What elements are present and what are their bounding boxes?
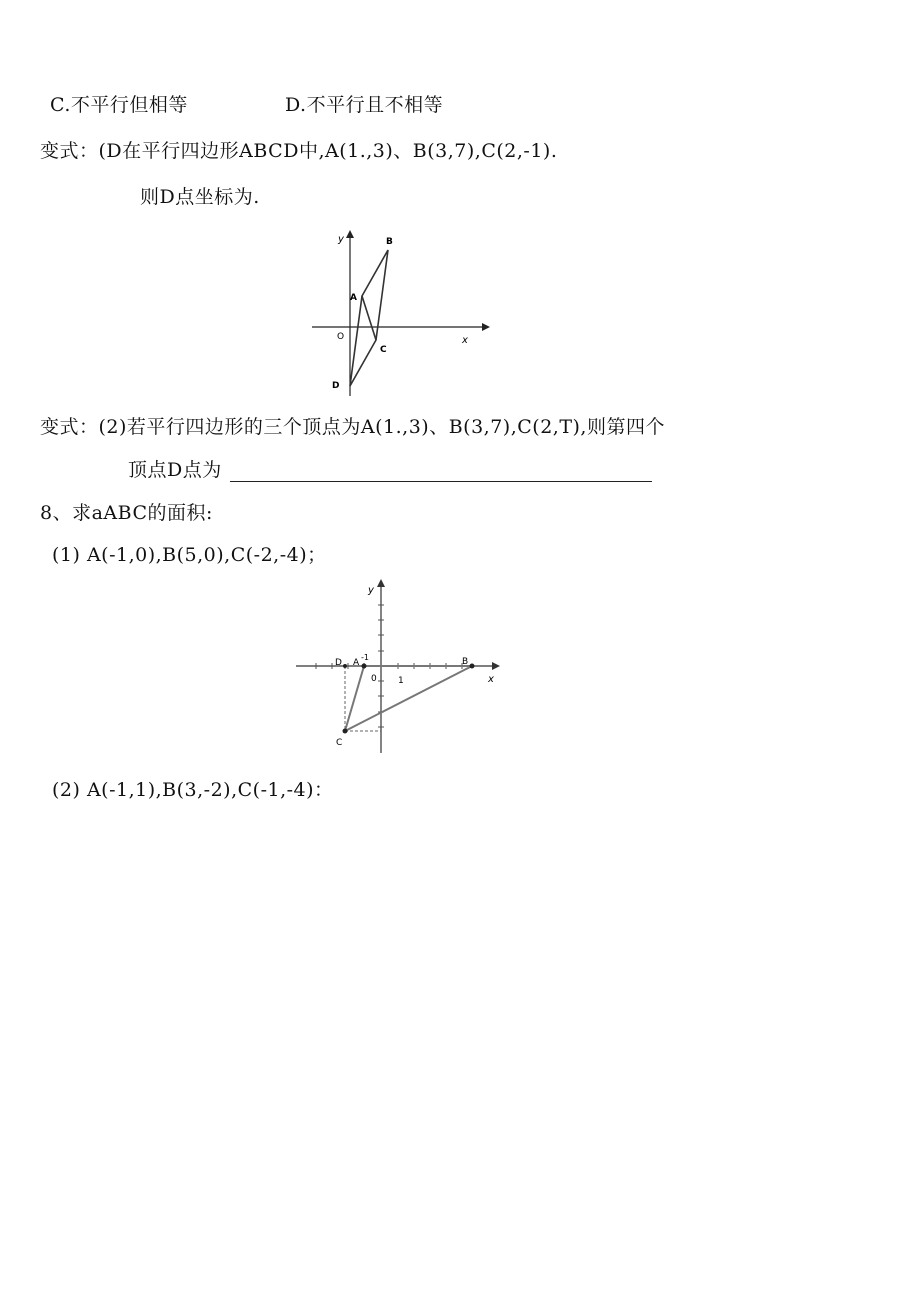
- point-d-label: D: [335, 658, 342, 668]
- point-c-label: C: [336, 738, 343, 748]
- variant2-text: 变式：(2)若平行四边形的三个顶点为A(1.,3)、B(3,7),C(2,T),则第四个: [40, 416, 665, 438]
- point-c-label: C: [380, 345, 387, 355]
- origin-label: O: [337, 332, 345, 342]
- point-d-label: D: [332, 381, 340, 391]
- y-axis-label: y: [368, 585, 374, 596]
- diagonal-ac: [362, 296, 376, 340]
- answer-blank[interactable]: [230, 463, 652, 482]
- point-b: [470, 664, 475, 669]
- point-c: [343, 729, 348, 734]
- option-d: D.不平行且不相等: [285, 94, 444, 116]
- point-a-label: A: [353, 658, 360, 668]
- y-axis-arrow: [346, 230, 354, 238]
- point-a-tick-label: -1: [361, 653, 369, 662]
- tick-label-one: 1: [398, 676, 404, 686]
- problem8-title: 8、求aABC的面积:: [40, 502, 213, 524]
- point-b-label: B: [386, 237, 393, 247]
- x-axis-label: x: [462, 335, 468, 346]
- point-b-label: B: [462, 657, 469, 667]
- x-axis-arrow: [492, 662, 500, 670]
- x-axis-arrow: [482, 323, 490, 331]
- triangle-figure: [292, 575, 512, 755]
- variant1-question: 则D点坐标为.: [140, 186, 260, 208]
- problem8-part1: (1) A(-1,0),B(5,0),C(-2,-4)；: [52, 544, 327, 566]
- x-axis-label: x: [488, 674, 494, 685]
- triangle-abc: [345, 666, 472, 731]
- y-axis-arrow: [377, 579, 385, 587]
- y-axis-label: y: [338, 234, 344, 245]
- point-d: [343, 664, 347, 668]
- parallelogram-figure: [310, 228, 490, 398]
- problem8-part2: (2) A(-1,1),B(3,-2),C(-1,-4)：: [52, 779, 334, 801]
- variant1-text: 变式：(D在平行四边形ABCD中,A(1.,3)、B(3,7),C(2,-1).: [40, 140, 558, 162]
- variant2-question: 顶点D点为: [128, 459, 222, 481]
- point-a-label: A: [350, 293, 357, 303]
- origin-label: 0: [371, 674, 377, 684]
- variant2-question-row: [128, 455, 652, 482]
- point-a: [362, 664, 367, 669]
- option-c: C.不平行但相等: [50, 94, 188, 116]
